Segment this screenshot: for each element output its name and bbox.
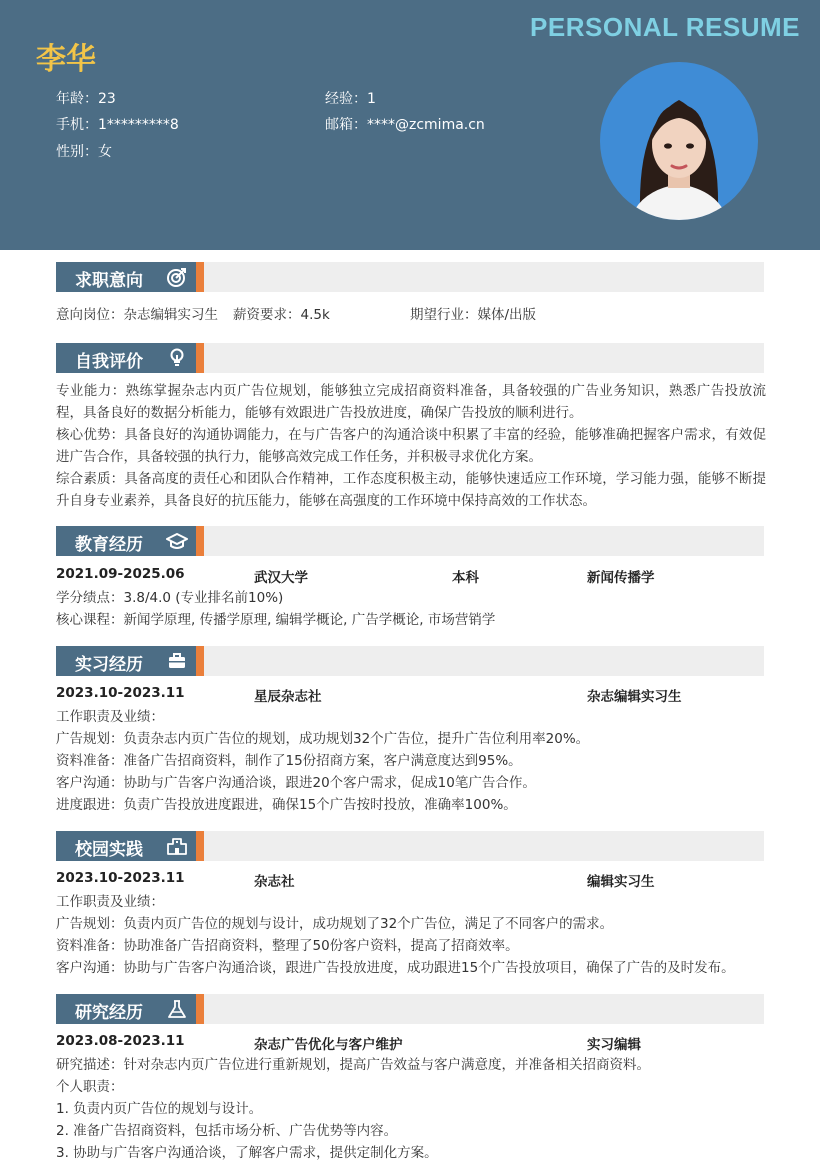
edu-school: 武汉大学 (254, 570, 308, 586)
avatar (600, 62, 758, 220)
campus-role: 编辑实习生 (587, 874, 655, 890)
building-icon (166, 835, 188, 857)
gender: 性别：女 (56, 144, 112, 160)
edu-degree: 本科 (452, 570, 479, 586)
research-line: 研究描述：针对杂志内页广告位进行重新规划，提高广告效益与客户满意度，并准备相关招商资料。 (56, 1057, 650, 1073)
edu-major: 新闻传播学 (587, 570, 655, 586)
section-self-evaluation (56, 343, 764, 373)
section-job-intent (56, 262, 764, 292)
research-role: 实习编辑 (587, 1037, 641, 1053)
education-row (56, 566, 764, 584)
intern-line: 工作职责及业绩： (56, 709, 164, 725)
resume-title: PERSONAL RESUME (530, 12, 800, 42)
research-line: 2. 准备广告招商资料，包括市场分析、广告优势等内容。 (56, 1123, 398, 1139)
bulb-icon (166, 347, 188, 369)
campus-line: 客户沟通：协助与广告客户沟通洽谈，跟进广告投放进度，成功跟进15个广告投放项目，确保了广告的及时发布。 (56, 960, 735, 976)
briefcase-icon (166, 650, 188, 672)
email: 邮箱：****@zcmima.cn (325, 117, 485, 133)
target-icon (166, 266, 188, 288)
section-education (56, 526, 764, 556)
intern-line: 资料准备：准备广告招商资料，制作了15份招商方案，客户满意度达到95%。 (56, 753, 522, 769)
section-title: 实习经历 (75, 655, 143, 675)
section-internship (56, 646, 764, 676)
research-line: 3. 协助与广告客户沟通洽谈，了解客户需求，提供定制化方案。 (56, 1145, 438, 1161)
research-line: 个人职责： (56, 1079, 124, 1095)
experience: 经验：1 (325, 91, 376, 107)
self-eval-professional: 专业能力：熟练掌握杂志内页广告位规划，能够独立完成招商资料准备，具备较强的广告业务知识，熟悉广告投放流程，具备良好的数据分析能力，能够有效跟进广告投放进度，确保广告投放的顺利进行。 (56, 383, 766, 421)
research-line: 1. 负责内页广告位的规划与设计。 (56, 1101, 263, 1117)
phone: 手机：1*********8 (56, 117, 179, 133)
intern-line: 进度跟进：负责广告投放进度跟进，确保15个广告按时投放，准确率100%。 (56, 797, 517, 813)
self-eval-quality: 综合素质：具备高度的责任心和团队合作精神，工作态度积极主动，能够快速适应工作环境，学习能力强，能够不断提升自身专业素养，具备良好的抗压能力，能够在高强度的工作环境中保持高效的工作状态。 (56, 471, 766, 509)
resume-header (0, 0, 820, 250)
intern-org: 星辰杂志社 (254, 689, 322, 705)
campus-row (56, 870, 764, 888)
campus-line: 资料准备：协助准备广告招商资料，整理了50份客户资料，提高了招商效率。 (56, 938, 519, 954)
intent-position: 意向岗位：杂志编辑实习生 (56, 307, 218, 323)
internship-row (56, 685, 764, 703)
campus-org: 杂志社 (254, 874, 295, 890)
section-title: 自我评价 (75, 352, 143, 372)
research-row (56, 1033, 764, 1051)
self-eval-strength: 核心优势：具备良好的沟通协调能力，在与广告客户的沟通洽谈中积累了丰富的经验，能够准确把握客户需求，有效促进广告合作，具备较强的执行力，能够高效完成工作任务，并积极寻求优化方案。 (56, 427, 766, 465)
intern-role: 杂志编辑实习生 (587, 689, 682, 705)
section-title: 校园实践 (75, 840, 143, 860)
intent-industry: 期望行业：媒体/出版 (410, 307, 537, 323)
intern-line: 广告规划：负责杂志内页广告位的规划，成功规划32个广告位，提升广告位利用率20%。 (56, 731, 590, 747)
intent-salary: 薪资要求：4.5k (233, 307, 330, 323)
edu-period: 2021.09-2025.06 (56, 566, 185, 582)
intern-line: 客户沟通：协助与广告客户沟通洽谈，跟进20个客户需求，促成10笔广告合作。 (56, 775, 536, 791)
graduation-cap-icon (166, 530, 188, 552)
research-project: 杂志广告优化与客户维护 (254, 1037, 403, 1053)
campus-line: 广告规划：负责内页广告位的规划与设计，成功规划了32个广告位，满足了不同客户的需求。 (56, 916, 614, 932)
intern-period: 2023.10-2023.11 (56, 685, 185, 701)
section-title: 教育经历 (75, 535, 143, 555)
section-title: 求职意向 (75, 271, 143, 291)
section-research (56, 994, 764, 1024)
section-campus-practice (56, 831, 764, 861)
section-title: 研究经历 (75, 1003, 143, 1023)
candidate-name: 李华 (36, 42, 96, 77)
edu-gpa: 学分绩点：3.8/4.0 (专业排名前10%) (56, 590, 284, 606)
campus-line: 工作职责及业绩： (56, 894, 164, 910)
flask-icon (166, 998, 188, 1020)
age: 年龄：23 (56, 91, 116, 107)
campus-period: 2023.10-2023.11 (56, 870, 185, 886)
research-period: 2023.08-2023.11 (56, 1033, 185, 1049)
edu-courses: 核心课程：新闻学原理, 传播学原理, 编辑学概论, 广告学概论, 市场营销学 (56, 612, 496, 628)
